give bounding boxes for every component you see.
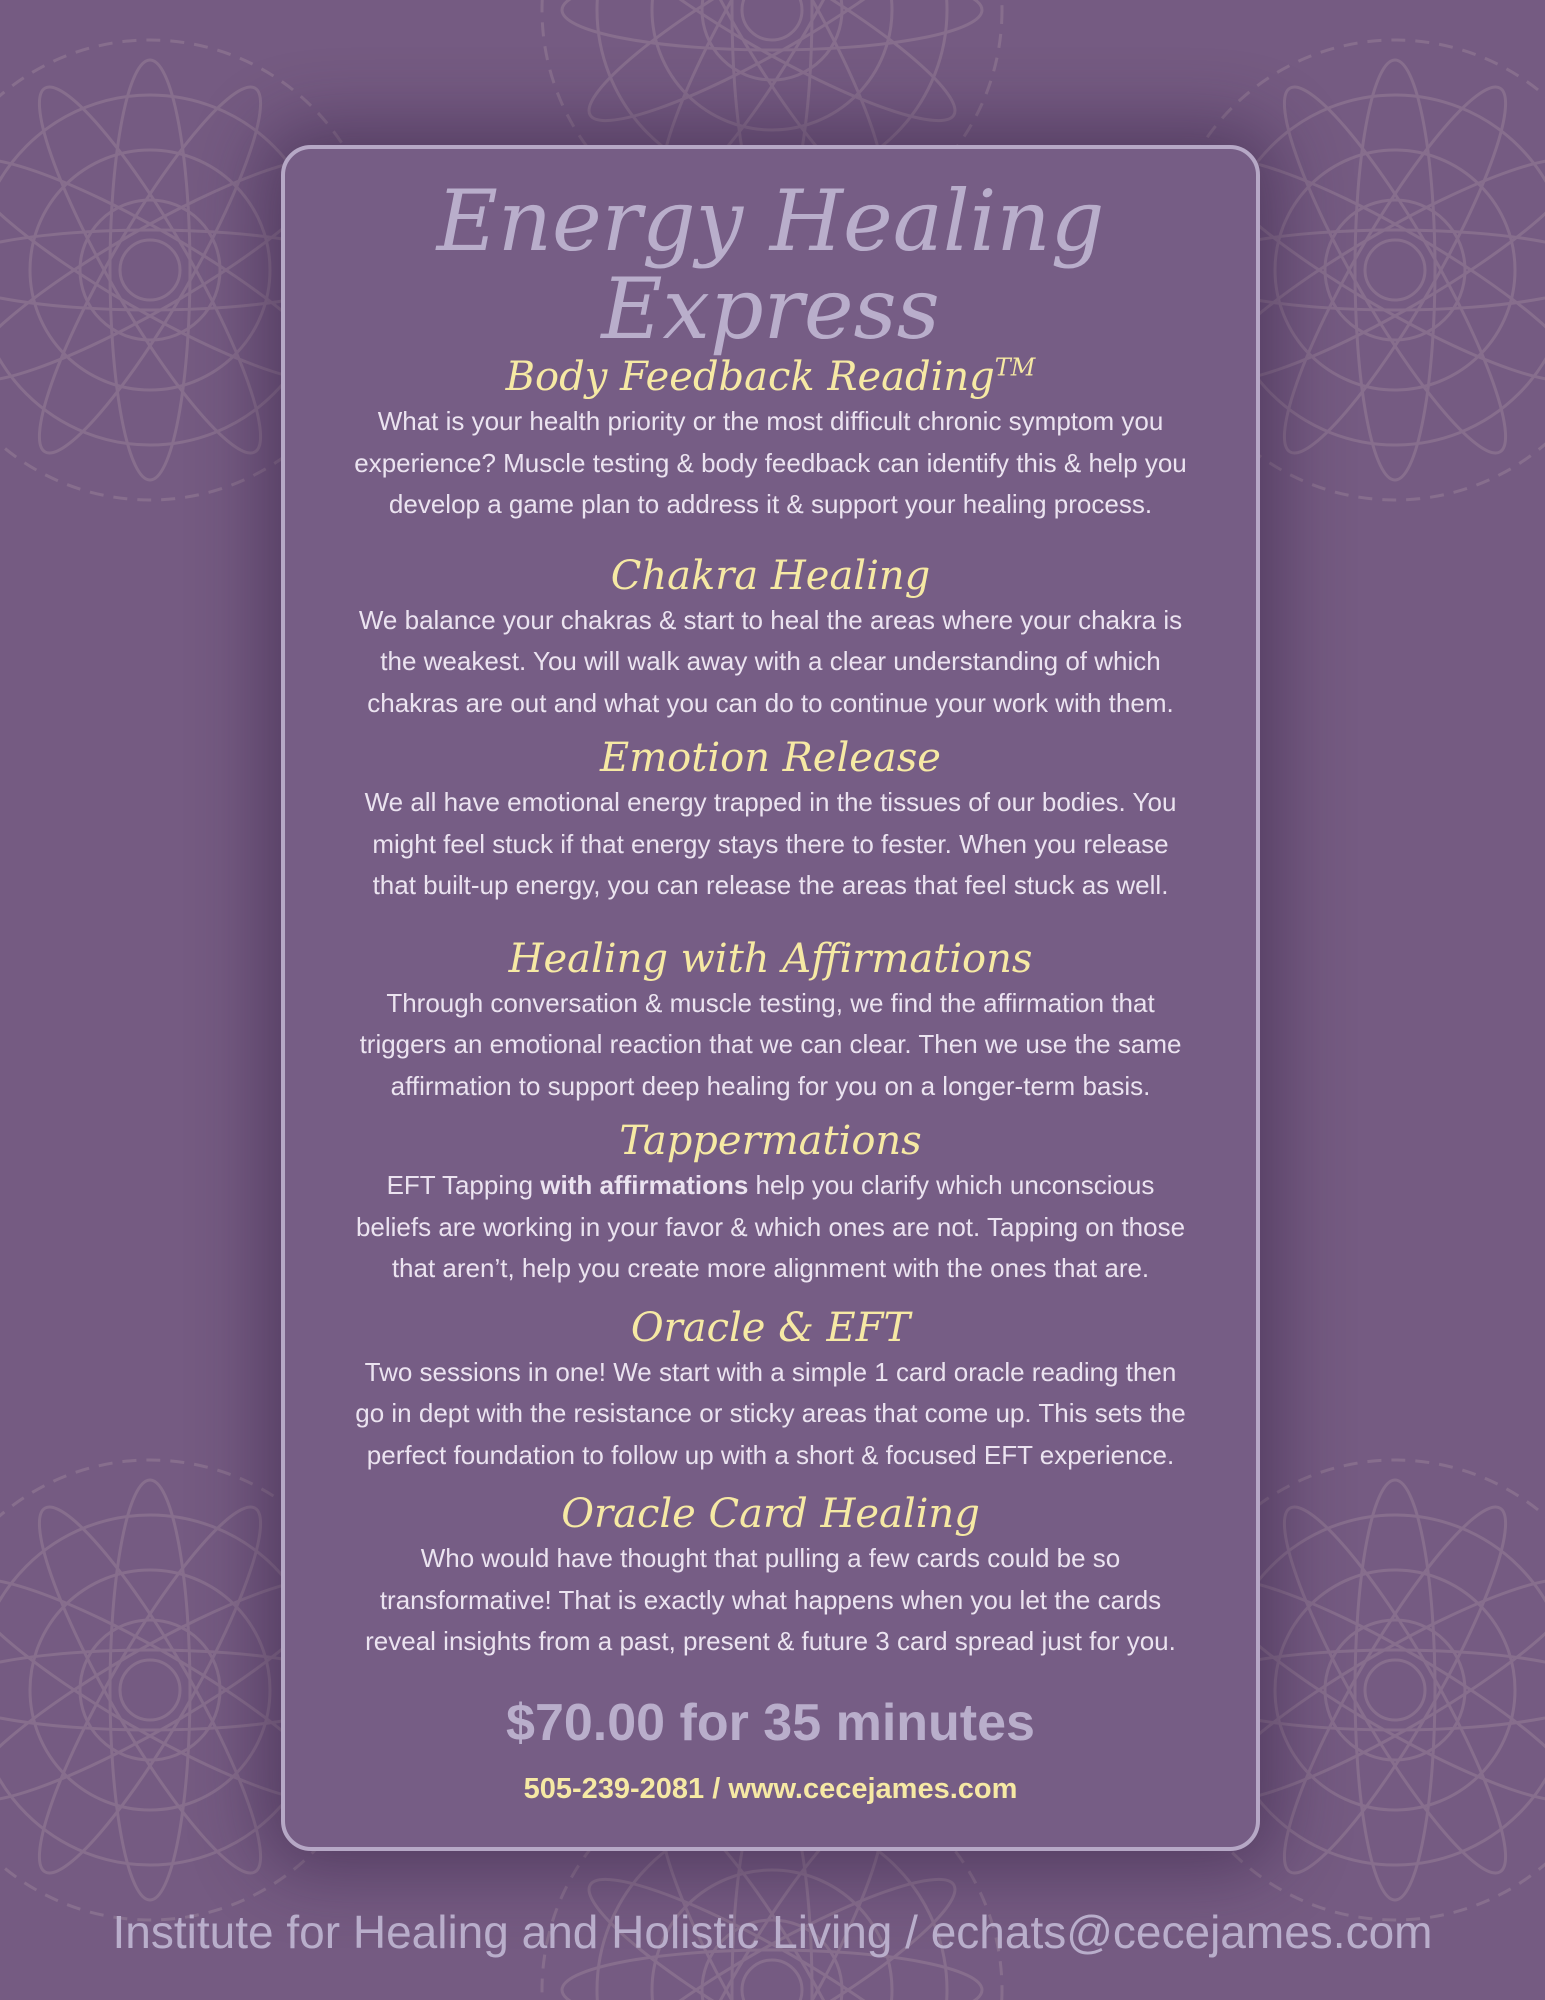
section-text: What is your health priority or the most difficult chronic symptom you experience? Muscle testing & body feedback can identify this & help you develop a game plan to address it & support your healing process.	[354, 406, 1187, 520]
trademark-mark: TM	[994, 354, 1036, 383]
footer-text: Institute for Healing and Holistic Living / echats@cecejames.com	[112, 1906, 1433, 1958]
section-text: Who would have thought that pulling a few cards could be so transformative! That is exactly what happens when you let the cards reveal insights from a past, present & future 3 card spread just for you.	[365, 1543, 1176, 1657]
section-chakra-healing	[285, 552, 1256, 725]
section-text: Two sessions in one! We start with a simple 1 card oracle reading then go in dept with the resistance or sticky areas that come up. This sets the perfect foundation to follow up with a short & focused EFT experience.	[355, 1356, 1186, 1470]
price: $70.00 for 35 minutes	[506, 1693, 1035, 1752]
section-title: Body Feedback Reading™	[505, 354, 1036, 401]
section-oracle-eft	[285, 1304, 1256, 1477]
section-healing-with-affirmations	[285, 935, 1256, 1108]
page-title: Energy Healing Express	[436, 172, 1105, 359]
section-oracle-card-healing	[285, 1490, 1256, 1663]
section-title: Emotion Release	[600, 735, 941, 782]
section-title: Chakra Healing	[610, 552, 931, 599]
section-text: We all have emotional energy trapped in the tissues of our bodies. You might feel stuck if that energy stays there to fester. When you release that built-up energy, you can release the areas that feel stuck as well.	[364, 787, 1177, 901]
section-body-feedback-reading	[285, 353, 1256, 526]
section-title: Oracle & EFT	[630, 1304, 911, 1351]
section-title: Healing with Affirmations	[508, 935, 1033, 982]
bold-phrase: with affirmations	[540, 1170, 749, 1201]
section-text: Through conversation & muscle testing, we find the affirmation that triggers an emotional reaction that we can clear. Then we use the same affirmation to support deep healing for you on a longer-term basis.	[359, 987, 1182, 1101]
section-text: We balance your chakras & start to heal the areas where your chakra is the weakest. You will walk away with a clear understanding of which chakras are out and what you can do to continue your work with them.	[358, 604, 1183, 718]
section-text: EFT Tapping with affirmations help you clarify which unconscious beliefs are working in your favor & which ones are not. Tapping on those that aren’t, help you create more alignment with the ones that are.	[355, 1170, 1186, 1284]
section-title: Tappermations	[619, 1118, 922, 1165]
section-emotion-release	[285, 734, 1256, 907]
contact-info: 505-239-2081 / www.cecejames.com	[523, 1772, 1018, 1805]
section-tappermations	[285, 1117, 1256, 1290]
services-card	[281, 145, 1260, 1851]
section-title: Oracle Card Healing	[561, 1491, 980, 1538]
